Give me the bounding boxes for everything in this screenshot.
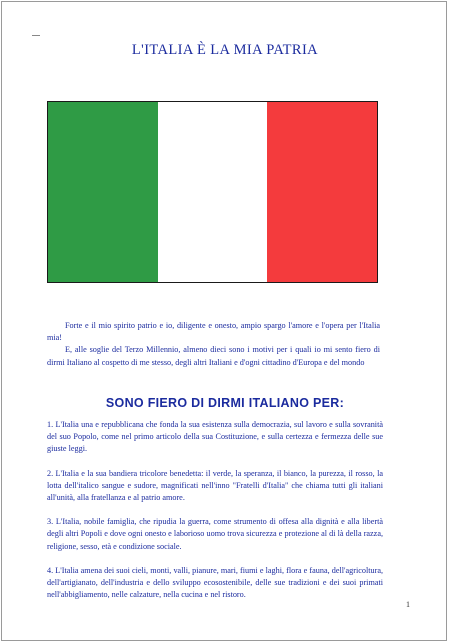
reason-item-2: 2. L'Italia e la sua bandiera tricolore benedetta: il verde, la speranza, il bianco, la purezza, il rosso, la lotta dell'italico sangue e sudore, magnificati nell'inno "Fratelli d'Italia" che chiama tutti gli italiani all'unità, alla fratellanza e al patrio amore. <box>47 468 383 503</box>
page-number: 1 <box>406 600 410 609</box>
flag-band-white <box>158 102 268 282</box>
reasons-list <box>47 419 383 613</box>
page-title: L'ITALIA È LA MIA PATRIA <box>131 42 319 58</box>
flag-band-green <box>48 102 158 282</box>
intro-text <box>47 320 380 369</box>
reason-item-3: 3. L'Italia, nobile famiglia, che ripudia la guerra, come strumento di offesa alla dignità e alla libertà degli altri Popoli e dove ogni onesto e laborioso uomo trova sicurezza e protezione al di là della razza, religione, sesso, età e condizione sociale. <box>47 517 383 551</box>
scan-mark <box>32 35 40 36</box>
flag-band-red <box>267 102 377 282</box>
intro-paragraph-1: Forte e il mio spirito patrio e io, diligente e onesto, ampio spargo l'amore e l'opera per l'Italia mia! <box>47 321 380 343</box>
section-heading: SONO FIERO DI DIRMI ITALIANO PER: <box>105 396 345 410</box>
italian-flag-image <box>47 101 378 283</box>
intro-paragraph-2: E, alle soglie del Terzo Millennio, almeno dieci sono i motivi per i quali io mi sento fiero di dirmi Italiano al cospetto di me stesso, degli altri Italiani e d'ogni cittadino d'Europa e del mondo <box>47 345 380 367</box>
reason-item-1: 1. L'Italia una e repubblicana che fonda la sua esistenza sulla democrazia, sul lavoro e sulla sovranità del suo Popolo, come nel primo articolo della sua Costituzione, e sulla certezza e fermezza delle sue giuste leggi. <box>47 420 383 454</box>
reason-item-4: 4. L'Italia amena dei suoi cieli, monti, valli, pianure, mari, fiumi e laghi, flora e fauna, dell'agricoltura, dell'artigianato, dell'industria e dello sviluppo ecosostenibile, delle sue tradizioni e dei suoi primati nell'abbigliamento, nelle calzature, nella cucina e nel ristoro. <box>47 565 383 600</box>
